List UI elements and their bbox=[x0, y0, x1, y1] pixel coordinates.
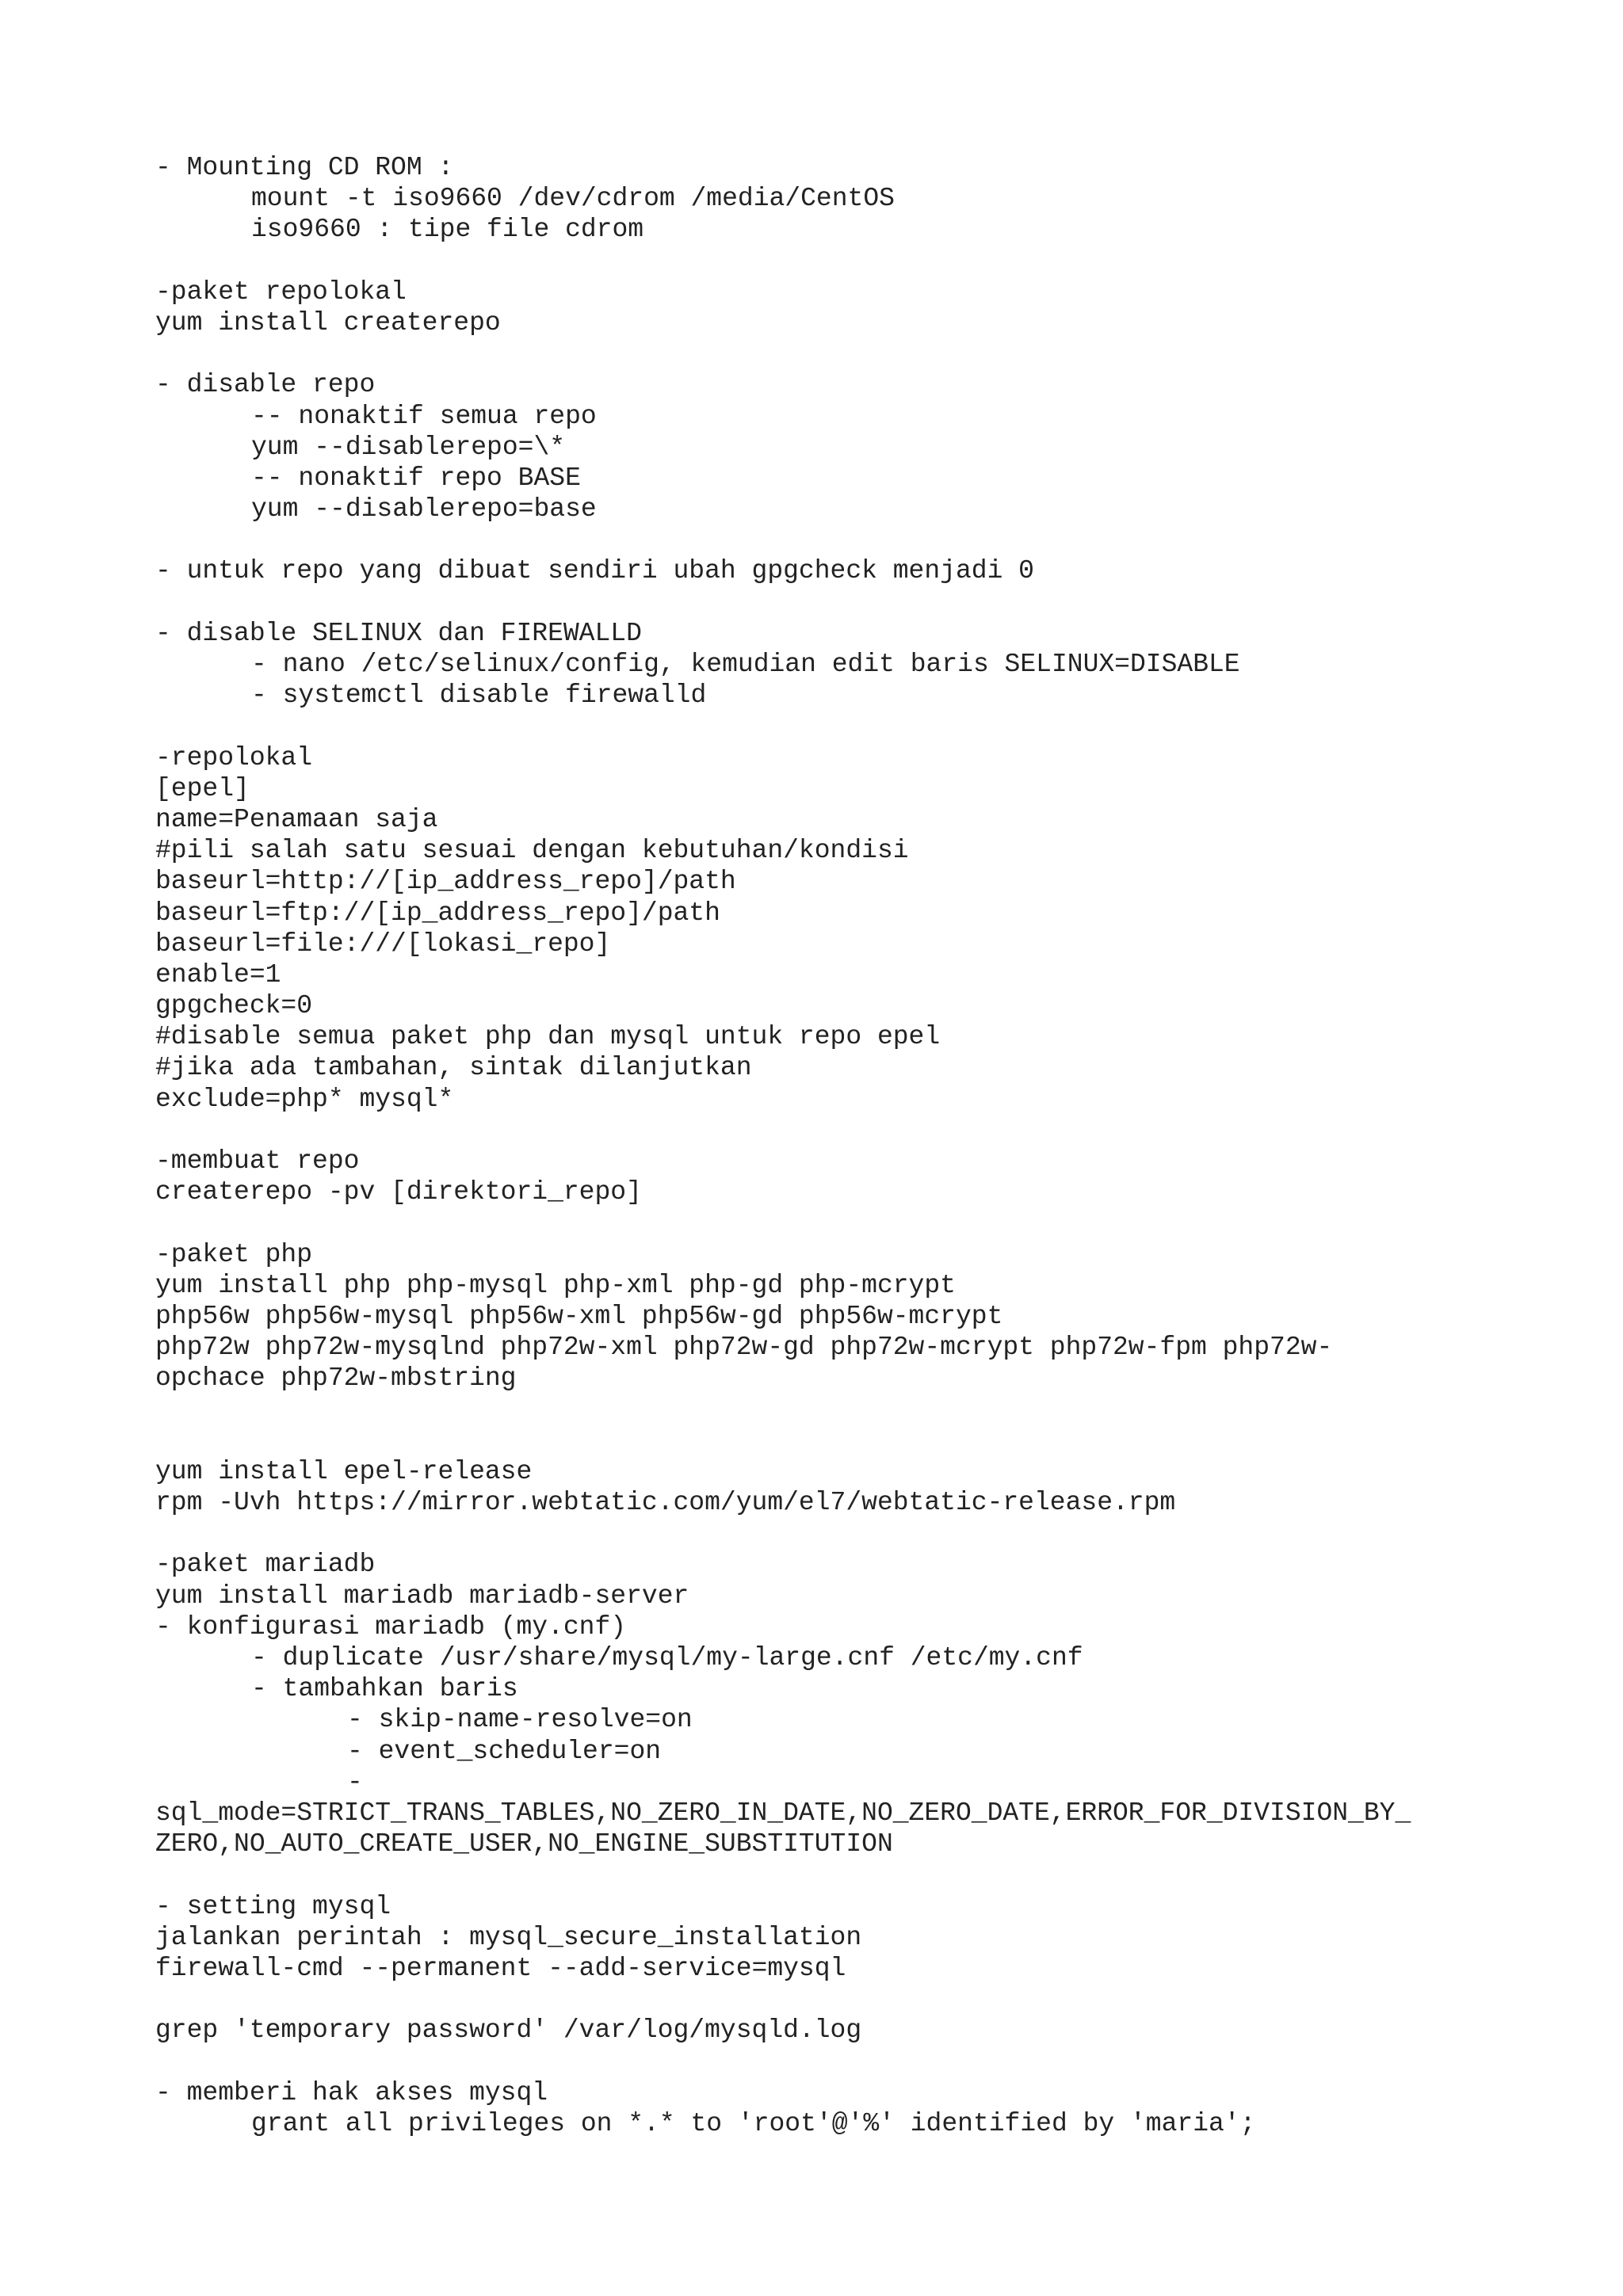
text-line: -paket php bbox=[155, 1239, 313, 1269]
text-line: - disable repo bbox=[155, 370, 376, 400]
blank-line bbox=[155, 711, 1582, 742]
text-line: php56w php56w-mysql php56w-xml php56w-gd php56w-mcrypt bbox=[155, 1301, 1003, 1331]
text-line: exclude=php* mysql* bbox=[155, 1084, 454, 1114]
text-line: yum install createrepo bbox=[155, 307, 501, 338]
text-line: sql_mode=STRICT_TRANS_TABLES,NO_ZERO_IN_DATE,NO_ZERO_DATE,ERROR_FOR_DIVISION_BY_ bbox=[155, 1798, 1411, 1828]
text-line: #jika ada tambahan, sintak dilanjutkan bbox=[155, 1053, 752, 1083]
text-line: -- nonaktif semua repo bbox=[251, 401, 597, 431]
blank-line bbox=[155, 246, 1582, 277]
text-line: baseurl=file:///[lokasi_repo] bbox=[155, 929, 611, 959]
blank-line bbox=[155, 1518, 1582, 1549]
text-line: -paket mariadb bbox=[155, 1550, 376, 1580]
text-line: yum --disablerepo=\* bbox=[251, 432, 566, 462]
blank-line bbox=[155, 1115, 1582, 1146]
blank-line bbox=[155, 1207, 1582, 1238]
text-line: - duplicate /usr/share/mysql/my-large.cnf /etc/my.cnf bbox=[251, 1643, 1083, 1672]
text-line: - memberi hak akses mysql bbox=[155, 2077, 548, 2107]
text-line: - systemctl disable firewalld bbox=[251, 681, 707, 711]
text-line: - bbox=[347, 1767, 363, 1797]
blank-line bbox=[155, 338, 1582, 369]
text-line: - nano /etc/selinux/config, kemudian edit baris SELINUX=DISABLE bbox=[251, 650, 1240, 679]
document-body bbox=[155, 152, 1582, 2139]
text-line: - skip-name-resolve=on bbox=[347, 1705, 693, 1735]
text-line: iso9660 : tipe file cdrom bbox=[251, 215, 644, 245]
blank-line bbox=[155, 587, 1582, 618]
text-line: yum install php php-mysql php-xml php-gd php-mcrypt bbox=[155, 1270, 956, 1300]
text-line: gpgcheck=0 bbox=[155, 991, 313, 1021]
text-line: mount -t iso9660 /dev/cdrom /media/CentOS bbox=[251, 184, 895, 214]
text-line: - konfigurasi mariadb (my.cnf) bbox=[155, 1611, 627, 1642]
text-line: - disable SELINUX dan FIREWALLD bbox=[155, 618, 642, 648]
text-line: yum install mariadb mariadb-server bbox=[155, 1581, 689, 1611]
text-line: #disable semua paket php dan mysql untuk repo epel bbox=[155, 1022, 941, 1052]
text-line: -membuat repo bbox=[155, 1146, 360, 1176]
text-line: ZERO,NO_AUTO_CREATE_USER,NO_ENGINE_SUBSTITUTION bbox=[155, 1829, 893, 1859]
text-line: name=Penamaan saja bbox=[155, 804, 438, 834]
text-line: - setting mysql bbox=[155, 1891, 391, 1921]
text-line: -repolokal bbox=[155, 742, 313, 772]
text-line: - Mounting CD ROM : bbox=[155, 153, 454, 182]
blank-line bbox=[155, 1859, 1582, 1890]
text-line: createrepo -pv [direktori_repo] bbox=[155, 1177, 642, 1207]
text-line: baseurl=http://[ip_address_repo]/path bbox=[155, 867, 736, 897]
text-line: grep 'temporary password' /var/log/mysqld.log bbox=[155, 2016, 862, 2046]
text-line: - event_scheduler=on bbox=[347, 1736, 662, 1766]
blank-line bbox=[155, 1394, 1582, 1425]
text-line: opchace php72w-mbstring bbox=[155, 1363, 517, 1394]
text-line: yum --disablerepo=base bbox=[251, 494, 597, 524]
text-line: enable=1 bbox=[155, 959, 281, 990]
text-line: firewall-cmd --permanent --add-service=mysql bbox=[155, 1953, 846, 1983]
text-line: -- nonaktif repo BASE bbox=[251, 463, 581, 493]
blank-line bbox=[155, 2046, 1582, 2077]
text-line: - tambahkan baris bbox=[251, 1674, 518, 1704]
text-line: yum install epel-release bbox=[155, 1456, 533, 1486]
blank-line bbox=[155, 524, 1582, 555]
text-line: -paket repolokal bbox=[155, 277, 407, 307]
text-line: jalankan perintah : mysql_secure_installation bbox=[155, 1922, 862, 1952]
text-line: grant all privileges on *.* to 'root'@'%' identified by 'maria'; bbox=[251, 2108, 1256, 2138]
text-line: [epel] bbox=[155, 773, 250, 803]
text-line: #pili salah satu sesuai dengan kebutuhan/kondisi bbox=[155, 836, 909, 866]
text-line: baseurl=ftp://[ip_address_repo]/path bbox=[155, 898, 720, 928]
text-line: php72w php72w-mysqlnd php72w-xml php72w-gd php72w-mcrypt php72w-fpm php72w- bbox=[155, 1333, 1333, 1363]
blank-line bbox=[155, 1425, 1582, 1456]
text-line: rpm -Uvh https://mirror.webtatic.com/yum/el7/webtatic-release.rpm bbox=[155, 1488, 1176, 1518]
blank-line bbox=[155, 1984, 1582, 2015]
text-line: - untuk repo yang dibuat sendiri ubah gpgcheck menjadi 0 bbox=[155, 556, 1034, 586]
